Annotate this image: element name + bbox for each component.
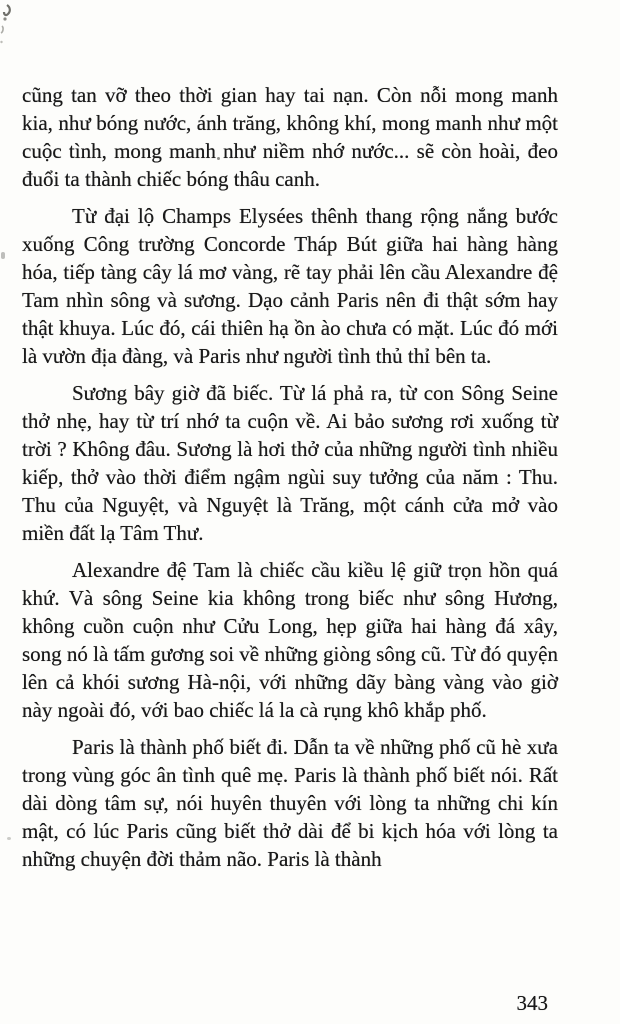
scan-artifact xyxy=(7,837,11,840)
paragraph-continued: cũng tan vỡ theo thời gian hay tai nạn. Còn nỗi mong manh kia, như bóng nước, ánh trăng, không khí, mong manh như một cuộc tình, mong manh như niềm nhớ nước... sẽ còn hoài, đeo đuổi ta thành chiếc bóng thâu canh. xyxy=(22,83,558,191)
paragraph: Sương bây giờ đã biếc. Từ lá phả ra, từ con Sông Seine thở nhẹ, hay từ trí nhớ ta cuộn về. Ai bảo sương rơi xuống từ trời ? Không đâu. Sương là hơi thở của những người tình nhiều kiếp, thở vào thời điểm ngậm ngùi suy tưởng của năm : Thu. Thu của Nguyệt, và Nguyệt là Trăng, một cánh cửa mở vào miền đất lạ Tâm Thư. xyxy=(22,381,558,545)
paragraph: Alexandre đệ Tam là chiếc cầu kiều lệ giữ trọn hồn quá khứ. Và sông Seine kia không trong biếc như sông Hương, không cuồn cuộn như Cửu Long, hẹp giữa hai hàng đá xây, song nó là tấm gương soi về những giòng sông cũ. Từ đó quyện lên cả khói sương Hà-nội, với những dãy bàng vàng vào giờ này ngoài đó, với bao chiếc lá la cà rụng khô khắp phố. xyxy=(22,558,558,722)
body-text xyxy=(22,81,558,882)
scan-artifact xyxy=(1,252,5,259)
paragraph: Paris là thành phố biết đi. Dẫn ta về những phố cũ hè xưa trong vùng góc ân tình quê mẹ. Paris là thành phố biết nói. Rất dài dòng tâm sự, nói huyên thuyên với lòng ta những chi kín mật, có lúc Paris cũng biết thở dài để bi kịch hóa với lòng ta những chuyện đời thảm não. Paris là thành xyxy=(22,735,558,871)
paragraph: Từ đại lộ Champs Elysées thênh thang rộng nắng bước xuống Công trường Concorde Tháp Bút giữa hai hàng hàng hóa, tiếp tàng cây lá mơ vàng, rẽ tay phải lên cầu Alexandre đệ Tam nhìn sông và sương. Dạo cảnh Paris nên đi thật sớm hay thật khuya. Lúc đó, cái thiên hạ ồn ào chưa có mặt. Lúc đó mới là vườn địa đàng, và Paris như người tình thủ thỉ bên ta. xyxy=(22,204,558,368)
page-number: 343 xyxy=(516,991,548,1015)
scan-smudge xyxy=(0,2,22,50)
